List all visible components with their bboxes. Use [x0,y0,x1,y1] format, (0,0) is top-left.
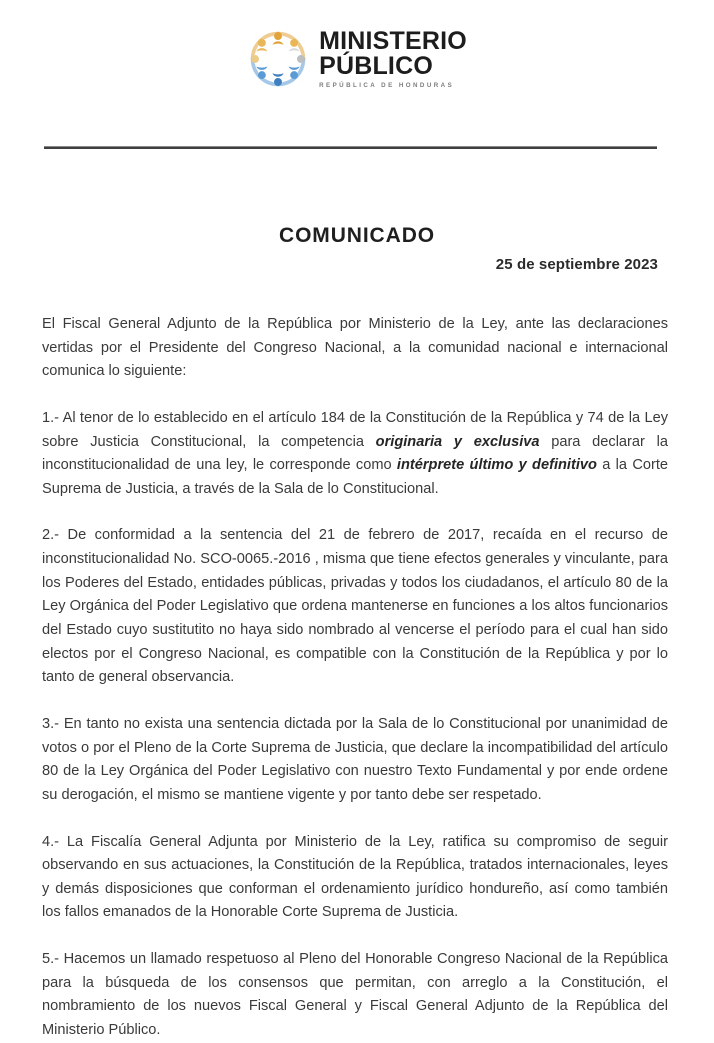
item1-text-part-3: a la Corte Suprema de Justicia, a través de la Sala de lo Constitucional. [42,457,669,497]
document-date: 25 de septiembre 2023 [495,256,658,273]
paragraph-intro: El Fiscal General Adjunto de la República por Ministerio de la Ley, ante las declaraciones vertidas por el Presidente del Congreso Nacional, a la comunidad nacional e internacional comunica lo siguiente: [42,316,668,380]
page-title: COMUNICADO [279,224,435,247]
paragraph-item-5: 5.- Hacemos un llamado respetuoso al Pleno del Honorable Congreso Nacional de la República para la búsqueda de los consensos que permitan, con arreglo a la Constitución, el nombramiento de los nuevos Fiscal General y Fiscal General Adjunto de la República del Ministerio Público. [42,951,668,1039]
wordmark-line-ministerio: MINISTERIO [319,26,467,55]
wordmark-line-publico: PÚBLICO [319,52,433,81]
logo-lockup [247,28,467,90]
ministerio-publico-logo-icon [247,28,309,90]
item1-emphasis-interprete-ultimo-y-definitivo: intérprete último y definitivo [396,457,597,474]
wordmark [319,26,467,89]
paragraph-item-3: 3.- En tanto no exista una sentencia dictada por la Sala de lo Constitucional por unanimidad de votos o por el Pleno de la Corte Suprema de Justicia, que declare la incompatibilidad del artículo 80 de la Ley Orgánica del Poder Legislativo con nuestro Texto Fundamental y por ende ordene su derogación, el mismo se mantiene vigente y por tanto debe ser respetado. [42,715,668,803]
document-body [42,313,668,1043]
item1-emphasis-originaria-y-exclusiva: originaria y exclusiva [375,433,540,450]
item1-text-part-1: 1.- Al tenor de lo establecido en el artículo 184 de la Constitución de la República y 74 de la Ley sobre Justicia Constitucional, la competencia [42,409,668,450]
paragraph-item-1 [42,407,668,502]
wordmark-subtitle: REPÚBLICA DE HONDURAS [319,81,455,89]
paragraph-item-4: 4.- La Fiscalía General Adjunta por Ministerio de la Ley, ratifica su compromiso de seguir observando en sus actuaciones, la Constitución de la República, tratados internacionales, leyes y demás disposiciones que conforman el ordenamiento jurídico hondureño, así como también los fallos emanados de la Honorable Corte Suprema de Justicia. [42,833,668,921]
letterhead [0,0,714,118]
header-divider-rule [44,146,657,149]
paragraph-item-2: 2.- De conformidad a la sentencia del 21 de febrero de 2017, recaída en el recurso de inconstitucionalidad No. SCO-0065.-2016 , misma que tiene efectos generales y vinculante, para los Poderes del Estado, entidades públicas, privadas y todos los ciudadanos, el artículo 80 de la Ley Orgánica del Poder Legislativo que ordena mantenerse en funciones a los altos funcionarios del Estado cuyo sustitutito no haya sido nombrado al vencerse el período para el cual han sido electos por el Congreso Nacional, es compatible con la Constitución de la República y por lo tanto de general observancia. [42,527,668,686]
item1-text-part-2: para declarar la inconstitucionalidad de una ley, le corresponde como [42,433,668,474]
